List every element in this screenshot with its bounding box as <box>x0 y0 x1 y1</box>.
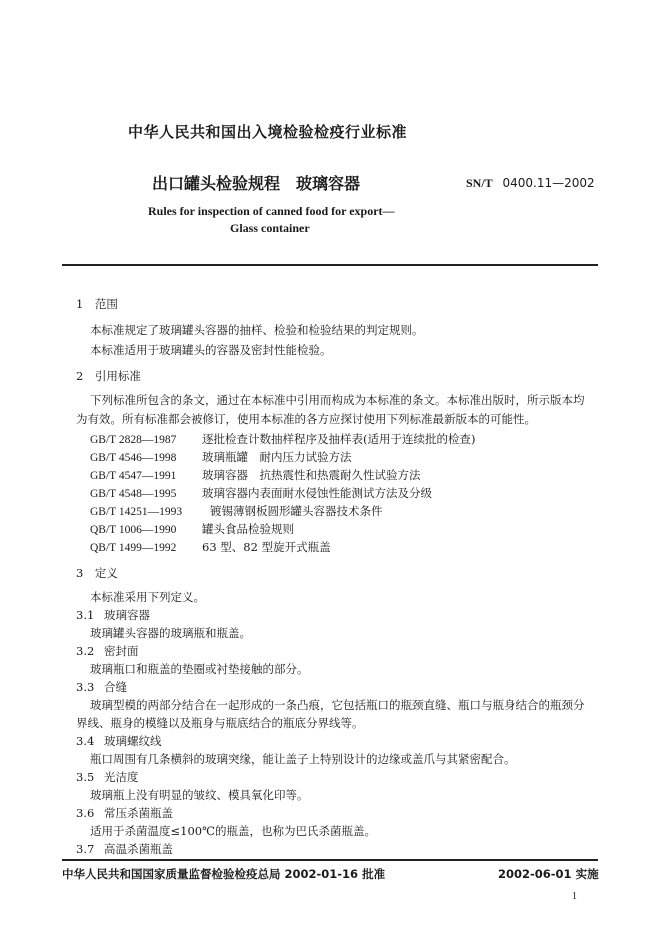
definition-term: 光洁度 <box>104 770 139 784</box>
reference-title: 逐批检查计数抽样程序及抽样表(适用于连续批的检查) <box>202 432 476 446</box>
reference-code: GB/T 4546—1998 <box>90 452 177 464</box>
reference-code: GB/T 14251—1993 <box>90 506 183 518</box>
reference-item <box>90 485 432 501</box>
standard-prefix: SN/T <box>466 176 493 190</box>
reference-item <box>90 521 294 537</box>
reference-title: 罐头食品检验规则 <box>202 522 294 536</box>
reference-item <box>90 431 475 447</box>
reference-title: 镀锡薄钢板圆形罐头容器技术条件 <box>210 504 383 518</box>
section-3-heading: 3 定义 <box>76 566 118 580</box>
section-1-paragraph-1: 本标准规定了玻璃罐头容器的抽样、检验和检验结果的判定规则。 <box>90 323 424 337</box>
reference-code: QB/T 1006—1990 <box>90 524 177 536</box>
standard-code: 0400.11—2002 <box>502 176 595 190</box>
reference-code: GB/T 4547—1991 <box>90 470 177 482</box>
section-2-heading: 2 引用标准 <box>76 369 141 383</box>
standard-number <box>466 176 595 191</box>
definition-term: 玻璃容器 <box>104 608 150 622</box>
reference-item <box>90 467 421 483</box>
definition-number: 3.2 <box>76 644 95 658</box>
definition-number: 3.5 <box>76 770 95 784</box>
issuing-authority: 中华人民共和国出入境检验检疫行业标准 <box>128 123 408 141</box>
definition-number: 3.7 <box>76 842 95 856</box>
reference-title: 玻璃瓶罐 耐内压力试验方法 <box>202 450 352 464</box>
definition-number: 3.6 <box>76 806 95 820</box>
definition-3-5-heading <box>76 769 139 785</box>
document-title-en-line2: Glass container <box>230 221 310 235</box>
definition-term: 高温杀菌瓶盖 <box>104 842 173 856</box>
reference-code: QB/T 1499—1992 <box>90 542 177 554</box>
reference-item <box>90 539 331 555</box>
definition-number: 3.4 <box>76 734 95 748</box>
section-1-heading: 1 范围 <box>76 297 118 311</box>
section-3-intro: 本标准采用下列定义。 <box>90 590 205 604</box>
document-title-en-line1: Rules for inspection of canned food for export— <box>148 204 395 218</box>
reference-item <box>90 503 383 519</box>
definition-3-4-heading <box>76 733 162 749</box>
definition-3-3-heading <box>76 679 127 695</box>
definition-3-3-body-line-1: 玻璃型模的两部分结合在一起形成的一条凸痕，它包括瓶口的瓶颈直缝、瓶口与瓶身结合的瓶颈分 <box>90 698 585 712</box>
definition-number: 3.1 <box>76 608 95 622</box>
reference-title: 63 型、82 型旋开式瓶盖 <box>202 540 331 554</box>
reference-title: 玻璃容器 抗热震性和热震耐久性试验方法 <box>202 468 421 482</box>
header-divider <box>62 264 598 266</box>
definition-number: 3.3 <box>76 680 95 694</box>
definition-term: 玻璃螺纹线 <box>104 734 162 748</box>
approval-statement: 中华人民共和国国家质量监督检验检疫总局 2002-01-16 批准 <box>62 867 386 881</box>
definition-term: 密封面 <box>104 644 139 658</box>
definition-3-2-heading <box>76 643 139 659</box>
definition-3-1-heading <box>76 607 150 623</box>
reference-title: 玻璃容器内表面耐水侵蚀性能测试方法及分级 <box>202 486 432 500</box>
definition-3-7-heading <box>76 841 173 857</box>
section-2-paragraph-line-1: 下列标准所包含的条文，通过在本标准中引用而构成为本标准的条文。本标准出版时，所示版本均 <box>90 393 585 407</box>
document-title-cn: 出口罐头检验规程 玻璃容器 <box>152 174 361 193</box>
definition-3-5-body: 玻璃瓶上没有明显的皱纹、模具氧化印等。 <box>90 788 309 802</box>
implementation-date: 2002-06-01 实施 <box>498 867 599 881</box>
definition-3-3-body-line-2: 界线、瓶身的模缝以及瓶身与瓶底结合的瓶底分界线等。 <box>76 716 364 730</box>
section-2-paragraph-line-2: 为有效。所有标准都会被修订，使用本标准的各方应探讨使用下列标准最新版本的可能性。 <box>76 412 536 426</box>
reference-item <box>90 449 352 465</box>
definition-term: 常压杀菌瓶盖 <box>104 806 173 820</box>
definition-3-6-heading <box>76 805 173 821</box>
reference-code: GB/T 4548—1995 <box>90 488 177 500</box>
definition-3-1-body: 玻璃罐头容器的玻璃瓶和瓶盖。 <box>90 626 251 640</box>
reference-code: GB/T 2828—1987 <box>90 434 177 446</box>
definition-term: 合缝 <box>104 680 127 694</box>
footer-divider <box>62 859 598 861</box>
definition-3-2-body: 玻璃瓶口和瓶盖的垫圈或衬垫接触的部分。 <box>90 662 309 676</box>
section-1-paragraph-2: 本标准适用于玻璃罐头的容器及密封性能检验。 <box>90 343 332 357</box>
definition-3-4-body: 瓶口周围有几条横斜的玻璃突缘，能让盖子上特别设计的边缘或盖爪与其紧密配合。 <box>90 752 516 766</box>
definition-3-6-body: 适用于杀菌温度≤100℃的瓶盖，也称为巴氏杀菌瓶盖。 <box>90 824 376 838</box>
page-number: 1 <box>572 891 577 902</box>
